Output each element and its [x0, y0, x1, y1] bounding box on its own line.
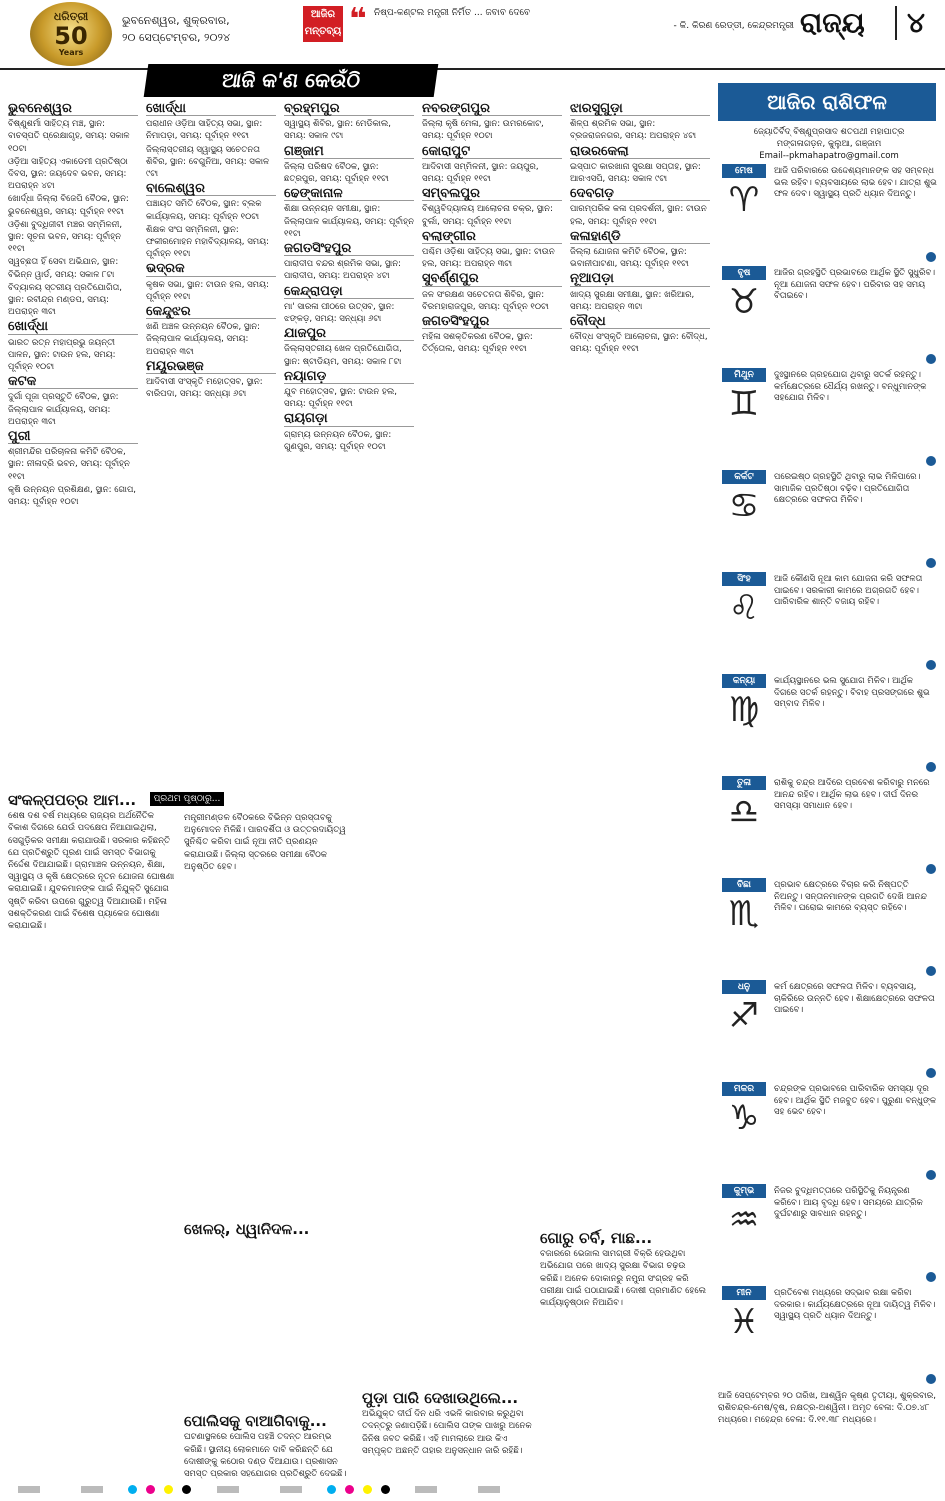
zodiac-symbol-icon: ♒ [728, 1200, 760, 1240]
event-item: ଶ୍ରୀମନ୍ଦିର ପରିଚାଳନା କମିଟି ବୈଠକ, ସ୍ଥାନ: ନୀଳାଦ୍ରି ଭବନ, ସମୟ: ପୂର୍ବାହ୍ନ ୧୧ଟା [8, 447, 130, 482]
dateline [122, 12, 230, 46]
event-item: ଜିଲ୍ଲା ପରିଷଦ ବୈଠକ, ସ୍ଥାନ: ଛତ୍ରପୁର, ସମୟ: ପୂର୍ବାହ୍ନ ୧୧ଟା [284, 161, 389, 185]
zodiac-name: ତୁଳା [722, 776, 766, 790]
yellow-dot [363, 1485, 372, 1494]
event-item: ଜିଲ୍ଲା ଯୋଜନା କମିଟି ବୈଠକ, ସ୍ଥାନ: ଭବାନୀପାଟଣା, ସମୟ: ପୂର୍ବାହ୍ନ ୧୧ଟା [570, 247, 689, 270]
zodiac-entry [718, 162, 940, 266]
event-item: ଦୁର୍ଗା ପୂଜା ପ୍ରସ୍ତୁତି ବୈଠକ, ସ୍ଥାନ: ଜିଲ୍ଲାପାଳ କାର୍ଯ୍ୟାଳୟ, ସମୟ: ଅପରାହ୍ନ ୩ଟା [8, 392, 119, 427]
city-heading: ସୁବର୍ଣ୍ଣପୁର [422, 273, 562, 286]
newspaper-logo [30, 2, 112, 66]
event-item: ଜିଲ୍ଲା କୃଷି ମେଳା, ସ୍ଥାନ: ଉମରକୋଟ, ସମୟ: ପୂର୍ବାହ୍ନ ୧୦ଟା [422, 119, 544, 142]
quote-box [374, 7, 794, 33]
magenta-dot [146, 1485, 155, 1494]
story-body: ମନ୍ତ୍ରୀମଣ୍ଡଳ ବୈଠକରେ ବିଭିନ୍ନ ପ୍ରସ୍ତାବକୁ ଅନୁମୋଦନ ମିଳିଛି। ପାରଦର୍ଶିତା ଓ ଉତ୍ତରଦାୟିତ୍ୱ ସୁନିଶ୍ଚିତ କରିବା ପାଇଁ ନୂଆ ନୀତି ପ୍ରଣୟନ କରାଯାଉଛି। ଜିଲ୍ଲା ସ୍ତରରେ ସମୀକ୍ଷା ବୈଠକ ଅନୁଷ୍ଠିତ ହେବ। [184, 813, 346, 872]
city-heading: ରାଉରକେଲା [570, 146, 710, 159]
event-item: ବିଶ୍ୱବିଦ୍ୟାଳୟ ଆଲୋଚନା ଚକ୍ର, ସ୍ଥାନ: ବୁର୍ଲା, ସମୟ: ପୂର୍ବାହ୍ନ ୧୧ଟା [422, 204, 553, 227]
city-heading: ରାୟଗଡ଼ା [284, 413, 414, 426]
event-item: କୃଷି ଉନ୍ନୟନ ପ୍ରଶିକ୍ଷଣ, ସ୍ଥାନ: ଗୋପ, ସମୟ: ପୂର୍ବାହ୍ନ ୧୦ଟା [8, 484, 137, 508]
city-heading: ନୂଆପଡ଼ା [570, 273, 710, 286]
story-heading: ଗୋରୁ ଚର୍ବି, ମାଛ... [540, 1229, 653, 1247]
story-body: ଘଟଣାସ୍ଥଳରେ ପୋଲିସ ପହଞ୍ଚି ତଦନ୍ତ ଆରମ୍ଭ କରିଛି। ସ୍ଥାନୀୟ ଲୋକମାନେ ଦାବି କରିଛନ୍ତି ଯେ ଦୋଷୀଙ୍କୁ କଠୋର ଦଣ୍ଡ ଦିଆଯାଉ। ପ୍ରଶାସନ ସମସ୍ତ ପ୍ରକାର ସହଯୋଗର ପ୍ରତିଶ୍ରୁତି ଦେଇଛି। [184, 1432, 347, 1480]
event-item: ପଶ୍ଚିମ ଓଡ଼ିଶା ସାହିତ୍ୟ ସଭା, ସ୍ଥାନ: ଟାଉନ ହଲ, ସମୟ: ଅପରାହ୍ନ ୩ଟା [422, 247, 555, 270]
event-item: ଗ୍ରାମ୍ୟ ଉନ୍ନୟନ ବୈଠକ, ସ୍ଥାନ: ଗୁଣପୁର, ସମୟ: ପୂର୍ବାହ୍ନ ୧୦ଟା [284, 429, 392, 452]
event-item: ମହିଳା ସଶକ୍ତିକରଣ ବୈଠକ, ସ୍ଥାନ: ତିର୍ତ୍ତୋଲ, ସମୟ: ପୂର୍ବାହ୍ନ ୧୧ଟା [422, 332, 533, 355]
city-heading: ନୟାଗଡ଼ [284, 371, 414, 384]
end-dot-icon [926, 252, 936, 262]
event-item: ଓଡ଼ିଆ ସାହିତ୍ୟ ଏକାଡେମୀ ପ୍ରତିଷ୍ଠା ଦିବସ, ସ୍ଥାନ: ଜୟଦେବ ଭବନ, ସମୟ: ଅପରାହ୍ନ ୪ଟା [8, 156, 128, 192]
city-heading: ପୁରୀ [8, 431, 138, 444]
page-number: ୪ [895, 6, 925, 40]
event-item: ଖୋର୍ଦ୍ଧା ଜିଲ୍ଲା ବିଜେପି ବୈଠକ, ସ୍ଥାନ: ଭୁବନେଶ୍ୱର, ସମୟ: ପୂର୍ବାହ୍ନ ୧୧ଟା [8, 194, 129, 217]
city-heading: ଖୋର୍ଦ୍ଧା [8, 321, 138, 334]
zodiac-symbol-icon: ♉ [728, 282, 760, 322]
zodiac-entry [718, 876, 940, 980]
astrologer-name: ଜ୍ୟୋତିର୍ବିଦ୍ ବିଷ୍ଣୁପ୍ରସାଦ ଶତପଥୀ ମହାପାତ୍ର [753, 127, 905, 137]
zodiac-name: କୁମ୍ଭ [722, 1184, 766, 1198]
rashiphal-meta [718, 126, 940, 162]
city-heading: ନବରଙ୍ଗପୁର [422, 103, 562, 116]
cyan-dot [327, 1485, 336, 1494]
zodiac-name: ମୀନ [722, 1286, 766, 1300]
registration-bar [415, 1486, 437, 1493]
story-body: ଶେଷ ଦଶ ବର୍ଷ ମଧ୍ୟରେ ରାଜ୍ୟର ଅର୍ଥନୈତିକ ବିକାଶ ଦିଗରେ ଯେଉଁ ପଦକ୍ଷେପ ନିଆଯାଇଥିଲା, ସେଗୁଡ଼ିକର ସମୀକ୍ଷା କରାଯାଉଛି। ସରକାର କହିଛନ୍ତି ଯେ ପ୍ରତିଶ୍ରୁତି ପୂରଣ ପାଇଁ ସମସ୍ତ ବିଭାଗକୁ ନିର୍ଦ୍ଦେଶ ଦିଆଯାଇଛି। ଗ୍ରାମାଞ୍ଚଳ ଉନ୍ନୟନ, ଶିକ୍ଷା, ସ୍ୱାସ୍ଥ୍ୟ ଓ କୃଷି କ୍ଷେତ୍ରରେ ନୂତନ ଯୋଜନା ଘୋଷଣା କରାଯାଇଛି। ଯୁବକମାନଙ୍କ ପାଇଁ ନିଯୁକ୍ତି ସୁଯୋଗ ସୃଷ୍ଟି କରିବା ଉପରେ ଗୁରୁତ୍ୱ ଦିଆଯାଉଛି। ମହିଳା ସଶକ୍ତିକରଣ ପାଇଁ ବିଶେଷ ପ୍ୟାକେଜ ଘୋଷଣା କରାଯାଇଛି। [8, 811, 175, 932]
story-heading: ପୁଡ଼ା ପାରି ଦେଖାଉଥିଲେ... [362, 1389, 519, 1407]
city-heading: ଗଞ୍ଜାମ [284, 146, 414, 159]
end-dot-icon [926, 660, 936, 670]
city-heading: ବ୍ରହ୍ମପୁର [284, 103, 414, 116]
end-dot-icon [926, 966, 936, 976]
end-dot-icon [926, 558, 936, 568]
city-heading: ବଲାଙ୍ଗୀର [422, 231, 562, 244]
event-item: ସ୍ୱାସ୍ଥ୍ୟ ଶିବିର, ସ୍ଥାନ: ମେଡିକାଲ, ସମୟ: ସକାଳ ୯ଟା [284, 119, 392, 142]
event-item: ଜିଲ୍ଲାସ୍ତରୀୟ ସ୍ୱାସ୍ଥ୍ୟ ସଚେତନତା ଶିବିର, ସ୍ଥାନ: ବେଗୁନିଆ, ସମୟ: ସକାଳ ୯ଟା [146, 144, 270, 180]
events-column-5 [570, 100, 710, 785]
lower-column-2 [184, 812, 354, 1492]
zodiac-prediction: ପରେଇଷ୍ଠ ଗ୍ରହସ୍ଥିତି ଥିବାରୁ ଲାଭ ମିଳିପାରେ। ସାମାଜିକ ପ୍ରତିଷ୍ଠା ବଢ଼ିବ। ପ୍ରତିଯୋଗିତା କ୍ଷେତ୍ରରେ ସଫଳତା ମିଳିବ। [774, 472, 921, 505]
city-heading: ଦେବଗଡ଼ [570, 188, 710, 201]
event-item: ମା' ସାରଳା ପୀଠରେ ଉତ୍ସବ, ସ୍ଥାନ: ଝଙ୍କଡ଼, ସମୟ: ସନ୍ଧ୍ୟା ୬ଟା [284, 301, 395, 325]
zodiac-name: ଧନୁ [722, 980, 766, 994]
zodiac-name: କନ୍ୟା [722, 674, 766, 688]
event-item: ଓଡ଼ିଶା ବୁଦ୍ଧିଜୀବୀ ମଞ୍ଚର ସମ୍ମିଳନୀ, ସ୍ଥାନ: ସୂଚନା ଭବନ, ସମୟ: ପୂର୍ବାହ୍ନ ୧୧ଟା [8, 219, 123, 255]
zodiac-symbol-icon: ♈ [728, 180, 760, 220]
event-item: ପାରମ୍ପରିକ କଳା ପ୍ରଦର୍ଶନୀ, ସ୍ଥାନ: ଟାଉନ ହଲ, ସମୟ: ପୂର୍ବାହ୍ନ ୧୧ଟା [570, 204, 707, 227]
city-heading: ଝାରସୁଗୁଡ଼ା [570, 103, 710, 116]
events-column-2 [146, 100, 276, 785]
zodiac-prediction: ଆଜି କୌଣସି ନୂଆ କାମ ଯୋଜନା କରି ସଫଳତା ପାଇବେ। ସରକାରୀ କାମରେ ଅଗ୍ରଗତି ହେବ। ପାରିବାରିକ ଶାନ୍ତି ବଜାୟ ରହିବ। [774, 574, 923, 607]
event-item: ପାରାଦୀପ ବନ୍ଦର ଶ୍ରମିକ ସଭା, ସ୍ଥାନ: ପାରାଦୀପ, ସମୟ: ଅପରାହ୍ନ ୪ଟା [284, 259, 401, 282]
event-item: ଆଦିବାସୀ ସମ୍ମିଳନୀ, ସ୍ଥାନ: ଜୟପୁର, ସମୟ: ପୂର୍ବାହ୍ନ ୧୧ଟା [422, 161, 539, 185]
zodiac-name: ମକର [722, 1082, 766, 1096]
zodiac-prediction: ଚନ୍ଦ୍ରଙ୍କ ପ୍ରଭାବରେ ପାରିବାରିକ ସମସ୍ୟା ଦୂର ହେବ। ଆର୍ଥିକ ସ୍ଥିତି ମଜବୁତ ହେବ। ପୁରୁଣା ବନ୍ଧୁଙ୍କ ସହ ଭେଟ ହେବ। [774, 1084, 937, 1117]
event-item: ଆଦିବାସୀ ସଂସ୍କୃତି ମହୋତ୍ସବ, ସ୍ଥାନ: ବାରିପଦା, ସମୟ: ସନ୍ଧ୍ୟା ୬ଟା [146, 377, 263, 400]
zodiac-symbol-icon: ♐ [728, 996, 760, 1036]
zodiac-name: ମିଥୁନ [722, 368, 766, 382]
zodiac-name: କର୍କଟ [722, 470, 766, 484]
story-body: ବଜାରରେ ଭେଜାଲ ସାମଗ୍ରୀ ବିକ୍ରି ହେଉଥିବା ଅଭିଯୋଗ ପରେ ଖାଦ୍ୟ ସୁରକ୍ଷା ବିଭାଗ ଚଢ଼ଉ କରିଛି। ଅନେକ ଦୋକାନରୁ ନମୁନା ସଂଗ୍ରହ କରି ପରୀକ୍ଷା ପାଇଁ ପଠାଯାଇଛି। ଦୋଷୀ ପ୍ରମାଣିତ ହେଲେ କାର୍ଯ୍ୟାନୁଷ୍ଠାନ ନିଆଯିବ। [540, 1249, 707, 1309]
event-item: ଭାରତ ରତ୍ନ ମହାପ୍ରଭୁ ଜୟନ୍ତୀ ପାଳନ, ସ୍ଥାନ: ଟାଉନ ହଲ, ସମୟ: ପୂର୍ବାହ୍ନ ୧୦ଟା [8, 337, 116, 373]
events-column-4 [422, 100, 562, 785]
end-dot-icon [926, 1374, 936, 1384]
city-heading: ମୟୂରଭଞ୍ଜ [146, 361, 276, 374]
city-heading: ଜଗତସିଂହପୁର [284, 243, 414, 256]
magenta-dot [345, 1485, 354, 1494]
dateline-day: ଭୁବନେଶ୍ୱର, ଶୁକ୍ରବାର, [122, 14, 230, 27]
event-item: ଯୁବ ମହୋତ୍ସବ, ସ୍ଥାନ: ଟାଉନ ହଲ, ସମୟ: ପୂର୍ବାହ୍ନ ୧୧ଟା [284, 387, 397, 410]
city-heading: କଳାହାଣ୍ଡି [570, 231, 710, 244]
logo-number: 50 [54, 22, 88, 50]
event-item: ବିଷ୍ଣୁଶର୍ମା ସାହିତ୍ୟ ମଞ୍ଚ, ସ୍ଥାନ: ବାଚସ୍ପତି ପ୍ରେକ୍ଷାଗୃହ, ସମୟ: ସକାଳ ୧୦ଟା [8, 119, 130, 154]
event-item: କୃଷକ ସଭା, ସ୍ଥାନ: ଟାଉନ ହଲ, ସମୟ: ପୂର୍ବାହ୍ନ ୧୧ଟା [146, 279, 269, 302]
city-heading: ଯାଜପୁର [284, 328, 414, 341]
event-item: ଶିକ୍ଷା ଉନ୍ନୟନ ସମୀକ୍ଷା, ସ୍ଥାନ: ଜିଲ୍ଲାପାଳ କାର୍ଯ୍ୟାଳୟ, ସମୟ: ପୂର୍ବାହ୍ନ ୧୧ଟା [284, 204, 414, 239]
zodiac-prediction: ପ୍ରଭାବ କ୍ଷେତ୍ରରେ ବିଚାର କରି ନିଷ୍ପତ୍ତି ନିଅନ୍ତୁ। ସନ୍ତାନମାନଙ୍କ ପ୍ରଗତି ଦେଖି ଆନନ୍ଦ ମିଳିବ। ଘରୋଇ କାମରେ ବ୍ୟସ୍ତ ରହିବେ। [774, 880, 927, 913]
city-heading: ଖୋର୍ଦ୍ଧା [146, 103, 276, 116]
end-dot-icon [926, 456, 936, 466]
astrologer-email: Email--pkmahapatro@gmail.com [759, 151, 899, 161]
event-item: ଶିଳ୍ପ ଶ୍ରମିକ ସଭା, ସ୍ଥାନ: ବ୍ରଜରାଜନଗର, ସମୟ: ଅପରାହ୍ନ ୪ଟା [570, 119, 697, 142]
zodiac-entry [718, 570, 940, 674]
zodiac-prediction: କାର୍ଯ୍ୟସ୍ଥାନରେ ଭଲ ସୁଯୋଗ ମିଳିବ। ଆର୍ଥିକ ଦିଗରେ ସତର୍କ ରହନ୍ତୁ। ବିବାହ ପ୍ରସଙ୍ଗରେ ଶୁଭ ସମ୍ବାଦ ମିଳିବ। [774, 676, 930, 709]
black-dot [381, 1485, 390, 1494]
zodiac-prediction: ଆଜି ପରିବାରରେ ଉଦ୍ଦେଶ୍ୟମାନଙ୍କ ସହ ସମ୍ବନ୍ଧ ଭଲ ରହିବ। ବ୍ୟବସାୟରେ ଲାଭ ହେବ। ଯାତ୍ରା ଶୁଭ ଫଳ ଦେବ। ସ୍ୱାସ୍ଥ୍ୟ ପ୍ରତି ଧ୍ୟାନ ଦିଅନ୍ତୁ। [774, 166, 937, 199]
end-dot-icon [926, 1272, 936, 1282]
zodiac-entry [718, 264, 940, 368]
event-item: ଶିକ୍ଷକ ସଂଘ ସମ୍ମିଳନୀ, ସ୍ଥାନ: ଫକୀରମୋହନ ମହାବିଦ୍ୟାଳୟ, ସମୟ: ପୂର୍ବାହ୍ନ ୧୧ଟା [146, 224, 269, 260]
end-dot-icon [926, 1068, 936, 1078]
zodiac-name: ବୃଷ [722, 266, 766, 280]
story-heading: ଖେଳର୍, ଧ୍ୱାନିଦଳ... [184, 1220, 310, 1239]
city-heading: ଜଗତସିଂହପୁର [422, 316, 562, 329]
zodiac-name: ସିଂହ [722, 572, 766, 586]
masthead [0, 0, 945, 70]
city-heading: କଟକ [8, 376, 138, 389]
zodiac-prediction: ଦୁଃସ୍ଥାନରେ ଗ୍ରହଯୋଗ ଥିବାରୁ ସତର୍କ ରହନ୍ତୁ। କର୍ମକ୍ଷେତ୍ରରେ ଧୈର୍ଯ୍ୟ ରଖନ୍ତୁ। ବନ୍ଧୁମାନଙ୍କ ସହଯୋଗ ମିଳିବ। [774, 370, 927, 403]
events-column-1 [8, 100, 138, 785]
end-dot-icon [926, 864, 936, 874]
zodiac-entry [718, 978, 940, 1082]
zodiac-entry [718, 774, 940, 878]
cyan-dot [128, 1485, 137, 1494]
city-heading: ବୌଦ୍ଧ [570, 316, 710, 329]
zodiac-symbol-icon: ♎ [728, 792, 760, 832]
story-body: ଅଭିଯୁକ୍ତ ଦୀର୍ଘ ଦିନ ଧରି ଏଭଳି କାରବାର କରୁଥିବା ତଦନ୍ତରୁ ଜଣାପଡ଼ିଛି। ପୋଲିସ ତାଙ୍କ ପାଖରୁ ଅନେକ ଜିନିଷ ଜବତ କରିଛି। ଏହି ମାମଲାରେ ଆଉ କିଏ ସମ୍ପୃକ୍ତ ଅଛନ୍ତି ତାହାର ଅନୁସନ୍ଧାନ ଜାରି ରହିଛି। [362, 1409, 532, 1456]
registration-bar [217, 1486, 239, 1493]
end-dot-icon [926, 354, 936, 364]
quote-author: - କି. କିରଣ ରେଡ୍ଡୀ, କେନ୍ଦ୍ରମନ୍ତ୍ରୀ [673, 21, 794, 31]
quote-tag: ଆଜିର ମନ୍ତବ୍ୟ [303, 6, 343, 42]
event-item: ଖଣି ଅଞ୍ଚଳ ଉନ୍ନୟନ ବୈଠକ, ସ୍ଥାନ: ଜିଲ୍ଲାପାଳ କାର୍ଯ୍ୟାଳୟ, ସମୟ: ଅପରାହ୍ନ ୩ଟା [146, 322, 261, 357]
panchang: ଆଜି ସେପ୍ଟେମ୍ବର ୨୦ ତାରିଖ, ଆଶ୍ୱିନ କୃଷ୍ଣ ତୃତୀୟା, ଶୁକ୍ରବାର, ରାଶିଚନ୍ଦ୍ର-ମେଷ/ବୃଷ, ନକ୍ଷତ୍ର-ଅଶ୍ୱିନୀ। ଅମୃତ ବେଳା: ଦି.୦୭.୪୮ ମଧ୍ୟରେ। ମହେନ୍ଦ୍ର ବେଳା: ଦି.୧୧.୩୮ ମଧ୍ୟରେ। [718, 1391, 936, 1425]
registration-bar [280, 1486, 302, 1493]
zodiac-entry [718, 1182, 940, 1286]
zodiac-entry [718, 468, 940, 572]
event-item: ସ୍ୱଚ୍ଛତା ହିଁ ସେବା ଅଭିଯାନ, ସ୍ଥାନ: ବିଭିନ୍ନ ୱାର୍ଡ, ସମୟ: ସକାଳ ୮ଟା [8, 257, 119, 280]
zodiac-symbol-icon: ♋ [728, 486, 760, 526]
zodiac-prediction: କର୍ମ କ୍ଷେତ୍ରରେ ସଫଳତା ମିଳିବ। ବ୍ୟବସାୟ, ଚାକିରିରେ ଉନ୍ନତି ହେବ। ଶିକ୍ଷାକ୍ଷେତ୍ରରେ ସଫଳତା ପାଇବେ। [774, 982, 935, 1015]
city-heading: କୋରାପୁଟ [422, 146, 562, 159]
registration-bar [81, 1486, 103, 1493]
city-heading: କେନ୍ଦୁଝର [146, 306, 276, 319]
logo-name: ଧରିତ୍ରୀ [53, 10, 89, 23]
registration-bar [478, 1486, 500, 1493]
city-heading: ଭୁବନେଶ୍ୱର [8, 103, 138, 116]
quote-mark-icon: ❝ [349, 2, 367, 37]
city-heading: ଭଦ୍ରକ [146, 263, 276, 276]
city-heading: ସମ୍ବଲପୁର [422, 188, 562, 201]
city-heading: ବାଲେଶ୍ୱର [146, 183, 276, 196]
black-dot [182, 1485, 191, 1494]
city-heading: କେନ୍ଦ୍ରାପଡ଼ା [284, 286, 414, 299]
story-heading: ପୋଲିସକୁ ବାଆଗିବାକୁ... [184, 1412, 327, 1431]
zodiac-prediction: ନିଜର ବୁଦ୍ଧିମତ୍ତାରେ ପରିସ୍ଥିତିକୁ ନିୟନ୍ତ୍ରଣ କରିବେ। ଆୟ ବୃଦ୍ଧି ହେବ। ସମୟରେ ଯାତ୍ରିକ ଦୁର୍ଘଟଣାରୁ ସାବଧାନ ରହନ୍ତୁ। [774, 1186, 923, 1219]
zodiac-entry [718, 672, 940, 776]
zodiac-symbol-icon: ♍ [728, 690, 760, 730]
event-item: ପଞ୍ଚାୟତ ସମିତି ବୈଠକ, ସ୍ଥାନ: ବ୍ଲକ କାର୍ଯ୍ୟାଳୟ, ସମୟ: ପୂର୍ବାହ୍ନ ୧୦ଟା [146, 199, 262, 222]
event-item: ବୌଦ୍ଧ ସଂସ୍କୃତି ଆଲୋଚନା, ସ୍ଥାନ: ବୌଦ୍ଧ, ସମୟ: ପୂର୍ବାହ୍ନ ୧୧ଟା [570, 332, 708, 355]
zodiac-symbol-icon: ♓ [728, 1302, 760, 1342]
lower-column-1 [8, 792, 176, 1472]
quote-text: ନିଷ୍ପ-କଣ୍ଟଲ ମନ୍ତ୍ରୀ ନିର୍ମିତ ... ଜବାବ ଦେବେ [374, 8, 531, 18]
event-item: ଇସ୍ପାତ କାରଖାନା ସୁରକ୍ଷା ସପ୍ତାହ, ସ୍ଥାନ: ଆରଏସପି, ସମୟ: ସକାଳ ୯ଟା [570, 161, 701, 185]
events-banner: ଆଜି କ'ଣ କେଉଁଠି [144, 64, 439, 97]
yellow-dot [164, 1485, 173, 1494]
zodiac-prediction: ପ୍ରତିବେଶ ମଧ୍ୟରେ ସଦ୍ଭାବ ରକ୍ଷା କରିବା ଦରକାର। କାର୍ଯ୍ୟକ୍ଷେତ୍ରରେ ନୂଆ ଦାୟିତ୍ୱ ମିଳିବ। ସ୍ୱାସ୍ଥ୍ୟ ପ୍ରତି ଧ୍ୟାନ ଦିଅନ୍ତୁ। [774, 1288, 936, 1321]
end-dot-icon [926, 1170, 936, 1180]
event-item: ବିଦ୍ୟାଳୟ ସ୍ତରୀୟ ପ୍ରତିଯୋଗିତା, ସ୍ଥାନ: ରବୀନ୍ଦ୍ର ମଣ୍ଡପ, ସମୟ: ଅପରାହ୍ନ ୩ଟା [8, 282, 122, 318]
end-dot-icon [926, 762, 936, 772]
city-heading: ଢେଙ୍କାନାଳ [284, 188, 414, 201]
registration-bar [18, 1486, 40, 1493]
logo-years: Years [58, 48, 84, 57]
story-heading: ସଂକଳ୍ପପତ୍ର ଆମ... [8, 792, 137, 809]
rashiphal-title: ଆଜିର ରାଶିଫଳ [718, 83, 936, 121]
events-column-3 [284, 100, 414, 785]
print-registration-strip [0, 1482, 945, 1497]
section-name: ରାଜ୍ୟ [800, 6, 865, 39]
zodiac-symbol-icon: ♏ [728, 894, 760, 934]
zodiac-prediction: ରାଶିକୁ ଚନ୍ଦ୍ର ଆଦିରେ ପ୍ରବେଶ କରିବାରୁ ମନରେ ଆନନ୍ଦ ରହିବ। ଆର୍ଥିକ ଲାଭ ହେବ। ଦୀର୍ଘ ଦିନର ସମସ୍ୟା ସମାଧାନ ହେବ। [774, 778, 930, 811]
event-item: ଖାଦ୍ୟ ସୁରକ୍ଷା ସମୀକ୍ଷା, ସ୍ଥାନ: ଖରିଆର, ସମୟ: ଅପରାହ୍ନ ୩ଟା [570, 289, 695, 312]
zodiac-name: ମେଷ [722, 164, 766, 178]
dateline-date: ୨୦ ସେପ୍ଟେମ୍ବର, ୨୦୨୪ [122, 31, 231, 44]
zodiac-entry [718, 1080, 940, 1184]
zodiac-prediction: ଆଜିର ଗ୍ରହସ୍ଥିତି ପ୍ରଭାବରେ ଆର୍ଥିକ ସ୍ଥିତି ସୁଧୁରିବ। ନୂଆ ଯୋଜନା ସଫଳ ହେବ। ପରିବାର ସହ ସମୟ ବିତାଇବେ। [774, 268, 936, 301]
zodiac-entry [718, 366, 940, 470]
zodiac-symbol-icon: ♌ [728, 588, 760, 628]
event-item: ଜଳ ସଂରକ୍ଷଣ ସଚେତନତା ଶିବିର, ସ୍ଥାନ: ବିରମହାରାଜପୁର, ସମୟ: ପୂର୍ବାହ୍ନ ୧୦ଟା [422, 289, 549, 312]
zodiac-name: ବିଛା [722, 878, 766, 892]
event-item: ପରାଧୀନ ଓଡ଼ିଆ ସାହିତ୍ୟ ସଭା, ସ୍ଥାନ: ନିମାପଡ଼ା, ସମୟ: ପୂର୍ବାହ୍ନ ୧୧ଟା [146, 119, 263, 142]
event-item: ଜିଲ୍ଲାସ୍ତରୀୟ ଖେଳ ପ୍ରତିଯୋଗିତା, ସ୍ଥାନ: ଷ୍ଟାଡିୟମ, ସମୟ: ସକାଳ ୮ଟା [284, 344, 402, 367]
lower-column-3 [362, 792, 532, 1472]
zodiac-symbol-icon: ♑ [728, 1098, 760, 1138]
lower-column-4 [540, 792, 710, 1472]
zodiac-entry [718, 1284, 940, 1388]
continued-tag: ପ୍ରଥମ ପୃଷ୍ଠାରୁ... [150, 792, 224, 806]
zodiac-symbol-icon: ♊ [728, 384, 760, 424]
astrologer-location: ମଙ୍ଗଳାଗଡ଼ନ, କୁଲୁଆ, ଗଞ୍ଜାମ [776, 139, 882, 149]
